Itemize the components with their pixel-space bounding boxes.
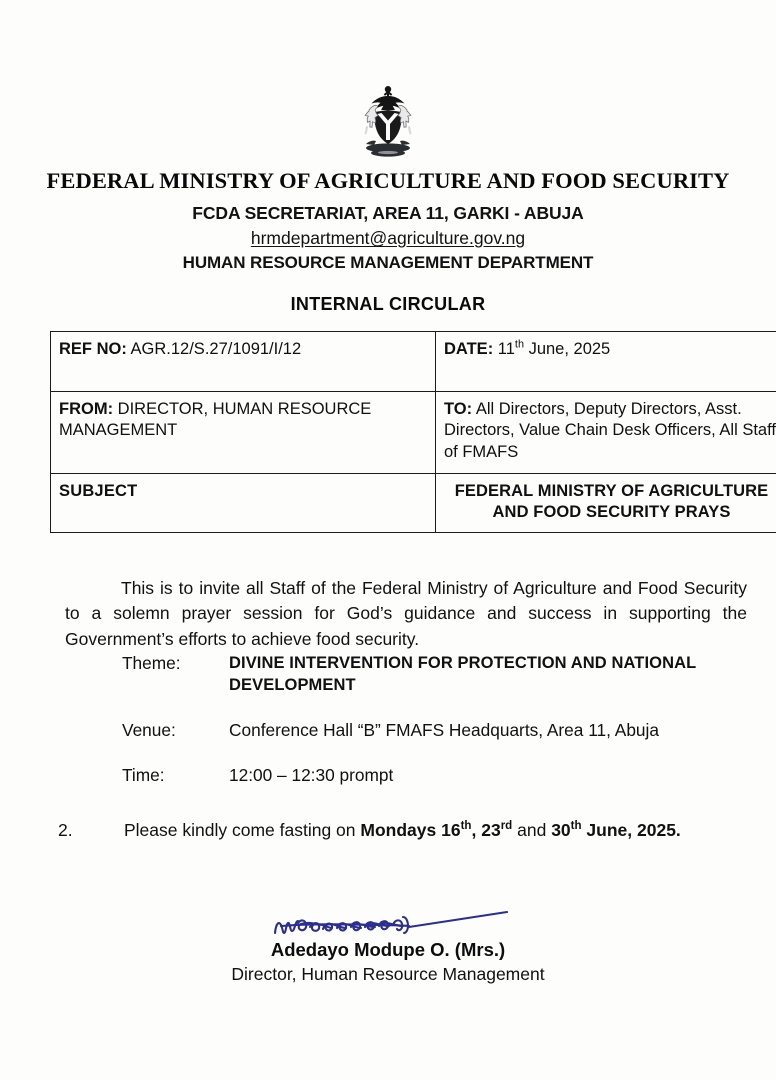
note-text-part1: Please kindly come fasting on	[124, 820, 361, 840]
venue-value: Conference Hall “B” FMAFS Headquarts, Area 11, Abuja	[229, 719, 659, 740]
detail-row-theme	[122, 652, 747, 697]
from-value: DIRECTOR, HUMAN RESOURCE MANAGEMENT	[59, 400, 372, 440]
ref-no-cell	[51, 332, 436, 392]
signature-mark-wrap	[0, 903, 776, 945]
handwritten-signature-icon	[263, 903, 513, 943]
subject-label: SUBJECT	[51, 474, 436, 533]
note-bold-mondays: Mondays 16	[360, 820, 461, 840]
note-bold-30: 30	[551, 820, 571, 840]
date-cell	[436, 332, 776, 392]
table-row-ref-date	[51, 332, 776, 392]
ref-no-label: REF NO:	[59, 340, 127, 358]
note-text-and: and	[512, 820, 552, 840]
to-value: All Directors, Deputy Directors, Asst. Directors, Value Chain Desk Officers, All Staff of FMAFS	[444, 400, 776, 461]
theme-label: Theme:	[122, 653, 181, 673]
ministry-address: FCDA SECRETARIAT, AREA 11, GARKI - ABUJA	[192, 203, 584, 223]
note-sup-23rd: rd	[500, 820, 513, 833]
fasting-note	[58, 818, 748, 844]
time-label: Time:	[122, 764, 165, 785]
date-rest: June, 2025	[524, 340, 611, 358]
nigeria-coat-of-arms-icon	[336, 82, 440, 160]
note-sup-16th: th	[460, 820, 472, 833]
intro-paragraph: This is to invite all Staff of the Federal Ministry of Agriculture and Food Security to a solemn prayer session for God’s guidance and success in supporting the Government’s efforts to achieve food security.	[65, 577, 747, 649]
detail-row-time	[122, 764, 747, 787]
circular-meta-table	[50, 331, 776, 533]
detail-row-venue	[122, 719, 747, 742]
date-label: DATE:	[444, 340, 494, 358]
subject-value: FEDERAL MINISTRY OF AGRICULTURE AND FOOD SECURITY PRAYS	[436, 474, 776, 533]
document-type-heading: INTERNAL CIRCULAR	[290, 294, 486, 314]
event-details	[122, 652, 747, 787]
department-name: HUMAN RESOURCE MANAGEMENT DEPARTMENT	[182, 253, 594, 272]
to-label: TO:	[444, 400, 473, 418]
ministry-email[interactable]: hrmdepartment@agriculture.gov.ng	[250, 228, 526, 248]
ref-no-value: AGR.12/S.27/1091/I/12	[130, 340, 302, 358]
table-row-from-to	[51, 392, 776, 474]
date-ordinal-suffix: th	[514, 338, 524, 351]
from-label: FROM:	[59, 400, 114, 418]
table-row-subject	[51, 474, 776, 533]
note-number: 2.	[58, 820, 73, 840]
signatory-name: Adedayo Modupe O. (Mrs.)	[270, 939, 506, 960]
to-cell	[436, 392, 776, 474]
note-bold-23: , 23	[471, 820, 501, 840]
coat-of-arms-emblem	[0, 82, 776, 160]
note-bold-june-year: June, 2025.	[581, 820, 681, 840]
from-cell	[51, 392, 436, 474]
time-value: 12:00 – 12:30 prompt	[229, 764, 394, 785]
theme-value: DIVINE INTERVENTION FOR PROTECTION AND NATIONAL DEVELOPMENT	[229, 654, 697, 695]
ministry-title: FEDERAL MINISTRY OF AGRICULTURE AND FOOD SECURITY	[46, 168, 730, 193]
venue-label: Venue:	[122, 719, 176, 740]
ministry-email-line	[0, 228, 776, 249]
note-sup-30th: th	[570, 820, 582, 833]
date-day: 11	[497, 340, 515, 358]
signature-block	[0, 903, 776, 985]
signatory-title: Director, Human Resource Management	[231, 964, 545, 984]
